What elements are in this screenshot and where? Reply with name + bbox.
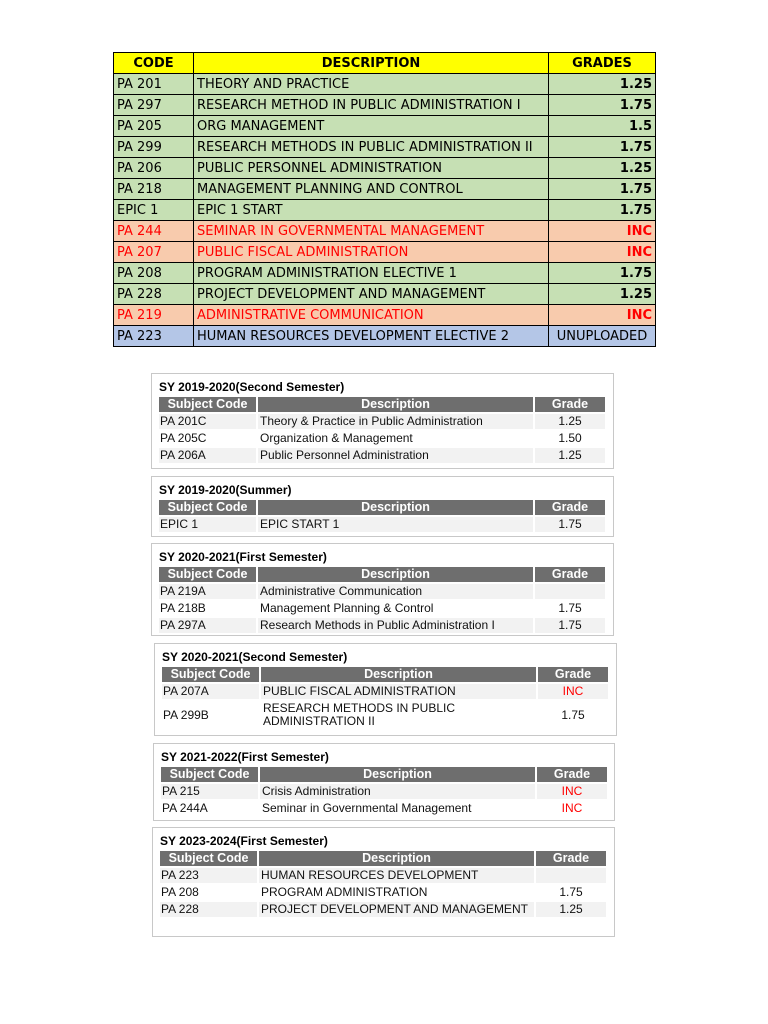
summary-code-cell: PA 228 <box>114 284 194 305</box>
summary-row <box>114 284 656 305</box>
subject-description-cell: Theory & Practice in Public Administration <box>258 414 533 429</box>
subject-code-cell: PA 297A <box>159 618 256 633</box>
semester-grades-table <box>157 395 607 465</box>
subject-grade-cell: 1.25 <box>535 414 605 429</box>
subject-description-cell: HUMAN RESOURCES DEVELOPMENT <box>259 868 534 883</box>
summary-code-cell: PA 219 <box>114 305 194 326</box>
grades-header: GRADES <box>549 53 656 74</box>
summary-grade-cell: 1.25 <box>549 158 656 179</box>
description-header: Description <box>261 667 536 682</box>
semester-title: SY 2021-2022(First Semester) <box>161 750 329 764</box>
grades-summary-table <box>113 52 656 347</box>
semester-header-row <box>159 397 605 412</box>
subject-code-header: Subject Code <box>159 567 256 582</box>
summary-row <box>114 116 656 137</box>
subject-grade-cell <box>536 868 606 883</box>
subject-code-cell: PA 223 <box>160 868 257 883</box>
summary-description-cell: HUMAN RESOURCES DEVELOPMENT ELECTIVE 2 <box>194 326 549 347</box>
grade-header: Grade <box>538 667 608 682</box>
summary-description-cell: RESEARCH METHODS IN PUBLIC ADMINISTRATION II <box>194 137 549 158</box>
semester-box <box>153 743 615 821</box>
subject-code-cell: PA 299B <box>162 701 259 729</box>
code-header: CODE <box>114 53 194 74</box>
subject-grade-cell: 1.75 <box>538 701 608 729</box>
semester-title: SY 2020-2021(Second Semester) <box>162 650 348 664</box>
grade-header: Grade <box>535 567 605 582</box>
subject-description-cell: Research Methods in Public Administration I <box>258 618 533 633</box>
summary-code-cell: PA 206 <box>114 158 194 179</box>
summary-grade-cell: INC <box>549 221 656 242</box>
summary-code-cell: PA 207 <box>114 242 194 263</box>
subject-code-cell: PA 219A <box>159 584 256 599</box>
summary-description-cell: MANAGEMENT PLANNING AND CONTROL <box>194 179 549 200</box>
summary-description-cell: ADMINISTRATIVE COMMUNICATION <box>194 305 549 326</box>
summary-row <box>114 137 656 158</box>
subject-grade-cell <box>535 584 605 599</box>
summary-code-cell: EPIC 1 <box>114 200 194 221</box>
subject-grade-cell: 1.75 <box>535 618 605 633</box>
subject-grade-cell: INC <box>537 801 607 816</box>
subject-code-header: Subject Code <box>161 767 258 782</box>
summary-row <box>114 158 656 179</box>
summary-code-cell: PA 205 <box>114 116 194 137</box>
summary-row <box>114 179 656 200</box>
subject-row <box>161 801 607 816</box>
subject-description-cell: RESEARCH METHODS IN PUBLIC ADMINISTRATION II <box>261 701 536 729</box>
summary-code-cell: PA 218 <box>114 179 194 200</box>
semester-header-row <box>161 767 607 782</box>
semester-header-row <box>159 500 605 515</box>
subject-grade-cell: 1.50 <box>535 431 605 446</box>
subject-grade-cell: INC <box>538 684 608 699</box>
description-header: Description <box>258 500 533 515</box>
subject-code-cell: PA 205C <box>159 431 256 446</box>
subject-code-header: Subject Code <box>159 500 256 515</box>
subject-row <box>159 431 605 446</box>
summary-grade-cell: 1.25 <box>549 74 656 95</box>
summary-row <box>114 326 656 347</box>
subject-description-cell: PROGRAM ADMINISTRATION <box>259 885 534 900</box>
semester-title: SY 2020-2021(First Semester) <box>159 550 327 564</box>
grade-header: Grade <box>535 500 605 515</box>
grade-header: Grade <box>536 851 606 866</box>
summary-grade-cell: 1.75 <box>549 179 656 200</box>
summary-row <box>114 263 656 284</box>
subject-row <box>161 784 607 799</box>
summary-grade-cell: 1.25 <box>549 284 656 305</box>
subject-code-cell: PA 215 <box>161 784 258 799</box>
description-header: Description <box>258 397 533 412</box>
subject-grade-cell: 1.75 <box>535 601 605 616</box>
summary-row <box>114 200 656 221</box>
summary-grade-cell: 1.75 <box>549 200 656 221</box>
summary-header-row <box>114 53 656 74</box>
subject-row <box>159 448 605 463</box>
semester-header-row <box>162 667 608 682</box>
semester-grades-table <box>157 498 607 534</box>
subject-grade-cell: 1.75 <box>535 517 605 532</box>
summary-grade-cell: INC <box>549 242 656 263</box>
subject-code-cell: PA 207A <box>162 684 259 699</box>
subject-code-cell: PA 228 <box>160 902 257 917</box>
summary-row <box>114 242 656 263</box>
subject-code-header: Subject Code <box>159 397 256 412</box>
subject-grade-cell: 1.75 <box>536 885 606 900</box>
summary-code-cell: PA 201 <box>114 74 194 95</box>
semester-title: SY 2019-2020(Summer) <box>159 483 292 497</box>
summary-grade-cell: 1.75 <box>549 137 656 158</box>
summary-description-cell: ORG MANAGEMENT <box>194 116 549 137</box>
subject-row <box>162 684 608 699</box>
subject-description-cell: PUBLIC FISCAL ADMINISTRATION <box>261 684 536 699</box>
subject-row <box>162 701 608 729</box>
subject-grade-cell: 1.25 <box>535 448 605 463</box>
subject-grade-cell: INC <box>537 784 607 799</box>
subject-grade-cell: 1.25 <box>536 902 606 917</box>
grade-header: Grade <box>537 767 607 782</box>
summary-description-cell: SEMINAR IN GOVERNMENTAL MANAGEMENT <box>194 221 549 242</box>
semester-title: SY 2023-2024(First Semester) <box>160 834 328 848</box>
subject-description-cell: Crisis Administration <box>260 784 535 799</box>
subject-code-cell: PA 201C <box>159 414 256 429</box>
semester-header-row <box>160 851 606 866</box>
subject-description-cell: Seminar in Governmental Management <box>260 801 535 816</box>
summary-grade-cell: 1.75 <box>549 263 656 284</box>
summary-description-cell: PUBLIC FISCAL ADMINISTRATION <box>194 242 549 263</box>
semester-grades-table <box>159 765 609 818</box>
semester-grades-table <box>160 665 610 731</box>
description-header: Description <box>259 851 534 866</box>
subject-code-cell: PA 218B <box>159 601 256 616</box>
summary-row <box>114 95 656 116</box>
description-header: Description <box>258 567 533 582</box>
summary-description-cell: PUBLIC PERSONNEL ADMINISTRATION <box>194 158 549 179</box>
semester-box <box>151 476 614 537</box>
summary-grade-cell: 1.5 <box>549 116 656 137</box>
subject-description-cell: Management Planning & Control <box>258 601 533 616</box>
subject-code-cell: PA 244A <box>161 801 258 816</box>
summary-code-cell: PA 208 <box>114 263 194 284</box>
grade-header: Grade <box>535 397 605 412</box>
subject-row <box>160 868 606 883</box>
subject-row <box>159 517 605 532</box>
subject-description-cell: EPIC START 1 <box>258 517 533 532</box>
subject-row <box>160 902 606 917</box>
semester-grades-table <box>157 565 607 635</box>
semester-grades-table <box>158 849 608 919</box>
subject-row <box>160 885 606 900</box>
subject-description-cell: PROJECT DEVELOPMENT AND MANAGEMENT <box>259 902 534 917</box>
subject-code-header: Subject Code <box>162 667 259 682</box>
subject-description-cell: Public Personnel Administration <box>258 448 533 463</box>
subject-description-cell: Administrative Communication <box>258 584 533 599</box>
summary-description-cell: RESEARCH METHOD IN PUBLIC ADMINISTRATION I <box>194 95 549 116</box>
summary-grade-cell: UNUPLOADED <box>549 326 656 347</box>
summary-row <box>114 221 656 242</box>
subject-row <box>159 414 605 429</box>
summary-row <box>114 305 656 326</box>
semester-box <box>151 543 614 636</box>
subject-row <box>159 601 605 616</box>
subject-description-cell: Organization & Management <box>258 431 533 446</box>
subject-row <box>159 618 605 633</box>
semester-box <box>154 643 617 736</box>
subject-row <box>159 584 605 599</box>
summary-code-cell: PA 299 <box>114 137 194 158</box>
summary-description-cell: THEORY AND PRACTICE <box>194 74 549 95</box>
semester-box <box>152 827 615 937</box>
summary-description-cell: PROJECT DEVELOPMENT AND MANAGEMENT <box>194 284 549 305</box>
summary-grade-cell: INC <box>549 305 656 326</box>
subject-code-cell: PA 206A <box>159 448 256 463</box>
subject-code-cell: PA 208 <box>160 885 257 900</box>
summary-code-cell: PA 244 <box>114 221 194 242</box>
summary-code-cell: PA 223 <box>114 326 194 347</box>
description-header: Description <box>260 767 535 782</box>
summary-code-cell: PA 297 <box>114 95 194 116</box>
subject-code-header: Subject Code <box>160 851 257 866</box>
summary-grade-cell: 1.75 <box>549 95 656 116</box>
subject-code-cell: EPIC 1 <box>159 517 256 532</box>
semester-box <box>151 373 614 469</box>
summary-row <box>114 74 656 95</box>
description-header: DESCRIPTION <box>194 53 549 74</box>
semester-title: SY 2019-2020(Second Semester) <box>159 380 345 394</box>
semester-header-row <box>159 567 605 582</box>
summary-description-cell: EPIC 1 START <box>194 200 549 221</box>
summary-description-cell: PROGRAM ADMINISTRATION ELECTIVE 1 <box>194 263 549 284</box>
